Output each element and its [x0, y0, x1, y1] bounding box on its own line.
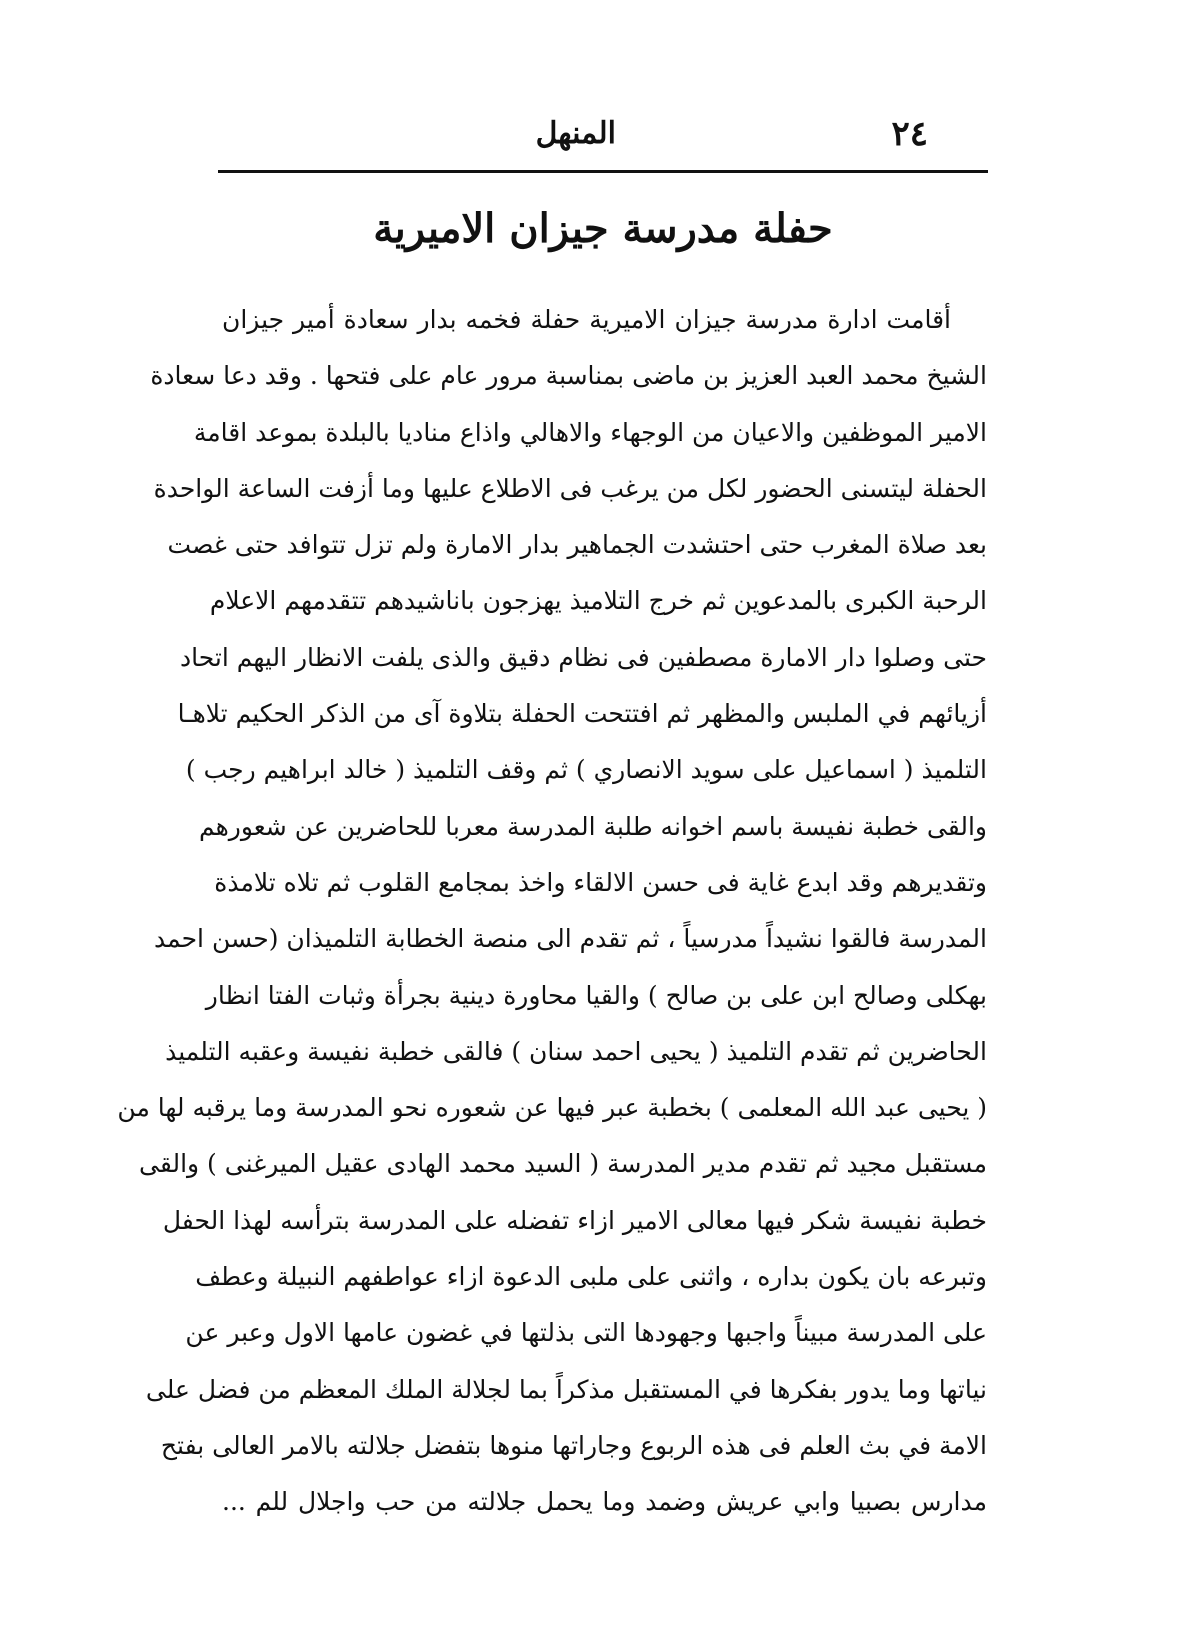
body-line: والقى خطبة نفيسة باسم اخوانه طلبة المدرسة معربا للحاضرين عن شعورهم — [198, 811, 987, 841]
header-divider — [218, 170, 988, 173]
body-line: الامة في بث العلم فى هذه الربوع وجاراتها منوها بتفضل جلالته بالامر العالى بفتح — [160, 1430, 987, 1460]
article-title: حفلة مدرسة جيزان الاميرية — [373, 205, 833, 252]
body-line: ( يحيى عبد الله المعلمى ) بخطبة عبر فيها عن شعوره نحو المدرسة وما يرقبه لها من — [117, 1093, 987, 1123]
body-line: الحاضرين ثم تقدم التلميذ ( يحيى احمد سنان ) فالقى خطبة نفيسة وعقبه التلميذ — [165, 1036, 987, 1066]
article-body — [117, 292, 987, 1531]
body-line: وتقديرهم وقد ابدع غاية فى حسن الالقاء واخذ بمجامع القلوب ثم تلاه تلامذة — [214, 867, 987, 897]
body-line: الحفلة ليتسنى الحضور لكل من يرغب فى الاطلاع عليها وما أزفت الساعة الواحدة — [153, 473, 987, 503]
body-line: الشيخ محمد العبد العزيز بن ماضى بمناسبة مرور عام على فتحها . وقد دعا سعادة — [150, 361, 987, 391]
body-line: نياتها وما يدور بفكرها في المستقبل مذكراً بما لجلالة الملك المعظم من فضل على — [145, 1374, 987, 1404]
body-line: بعد صلاة المغرب حتى احتشدت الجماهير بدار الامارة ولم تزل تتوافد حتى غصت — [167, 530, 987, 560]
journal-name: المنهل — [535, 116, 616, 151]
body-line: التلميذ ( اسماعيل على سويد الانصاري ) ثم وقف التلميذ ( خالد ابراهيم رجب ) — [185, 755, 987, 785]
body-line: بهكلى وصالح ابن على بن صالح ) والقيا محاورة دينية بجرأة وثبات الفتا انظار — [205, 980, 987, 1010]
body-line: أقامت ادارة مدرسة جيزان الاميرية حفلة فخمه بدار سعادة أمير جيزان — [222, 305, 951, 334]
body-line: مستقبل مجيد ثم تقدم مدير المدرسة ( السيد محمد الهادى عقيل الميرغنى ) والقى — [138, 1149, 987, 1179]
body-line: على المدرسة مبيناً واجبها وجهودها التى بذلتها في غضون عامها الاول وعبر عن — [185, 1318, 987, 1348]
body-line: مدارس بصبيا وابي عريش وضمد وما يحمل جلالته من حب واجلال للم ... — [222, 1487, 987, 1517]
page-header — [218, 110, 988, 170]
body-line: حتى وصلوا دار الامارة مصطفين فى نظام دقيق والذى يلفت الانظار اليهم اتحاد — [180, 642, 987, 672]
body-line: وتبرعه بان يكون بداره ، واثنى على ملبى الدعوة ازاء عواطفهم النبيلة وعطف — [195, 1262, 987, 1292]
body-line: الامير الموظفين والاعيان من الوجهاء والاهالي واذاع مناديا بالبلدة بموعد اقامة — [193, 417, 987, 447]
body-line: المدرسة فالقوا نشيداً مدرسياً ، ثم تقدم الى منصة الخطابة التلميذان (حسن احمد — [154, 924, 987, 954]
body-line: أزيائهم في الملبس والمظهر ثم افتتحت الحفلة بتلاوة آى من الذكر الحكيم تلاهـا — [177, 699, 987, 729]
body-line: خطبة نفيسة شكر فيها معالى الامير ازاء تفضله على المدرسة بترأسه لهذا الحفل — [162, 1205, 987, 1235]
page-number: ٢٤ — [891, 114, 928, 154]
body-line: الرحبة الكبرى بالمدعوين ثم خرج التلاميذ يهزجون باناشيدهم تتقدمهم الاعلام — [209, 586, 987, 616]
